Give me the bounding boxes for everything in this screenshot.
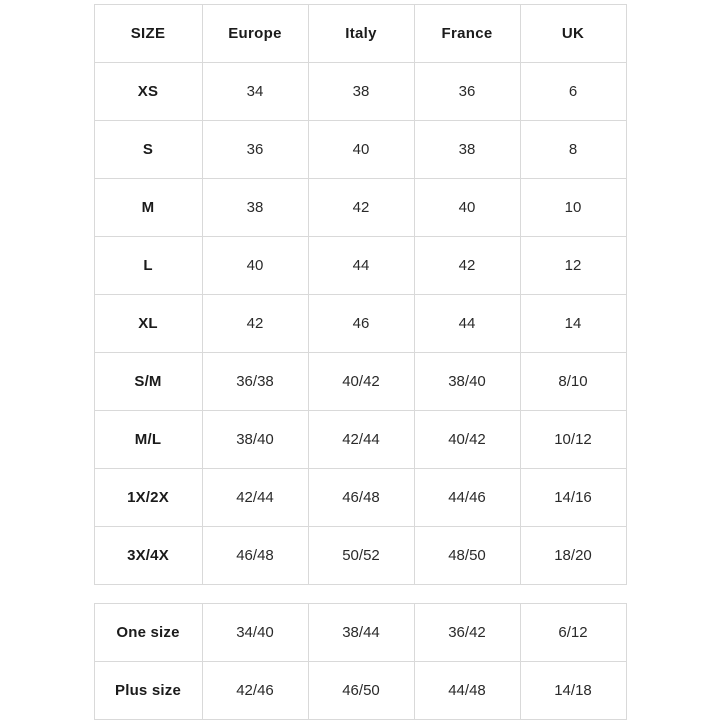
- row-label: M: [94, 179, 202, 237]
- table-header: [94, 5, 626, 63]
- cell-europe: 34: [202, 63, 308, 121]
- table-header-row: [94, 5, 626, 63]
- table-row: [94, 353, 626, 411]
- cell-france: 42: [414, 237, 520, 295]
- cell-france: 36: [414, 63, 520, 121]
- cell-uk: 14/16: [520, 469, 626, 527]
- cell-italy: 42: [308, 179, 414, 237]
- cell-europe: 38: [202, 179, 308, 237]
- column-header-europe: Europe: [202, 5, 308, 63]
- cell-italy: 46/48: [308, 469, 414, 527]
- cell-france: 38: [414, 121, 520, 179]
- table-row: [94, 411, 626, 469]
- table-row: [94, 469, 626, 527]
- cell-europe: 42: [202, 295, 308, 353]
- cell-europe: 46/48: [202, 527, 308, 585]
- cell-uk: 14/18: [520, 662, 626, 720]
- cell-europe: 36/38: [202, 353, 308, 411]
- cell-uk: 10: [520, 179, 626, 237]
- table-row: [94, 527, 626, 585]
- table-row: [94, 237, 626, 295]
- size-conversion-table: [94, 4, 627, 585]
- cell-europe: 34/40: [202, 604, 308, 662]
- cell-italy: 46/50: [308, 662, 414, 720]
- cell-france: 38/40: [414, 353, 520, 411]
- cell-italy: 38/44: [308, 604, 414, 662]
- row-label: 3X/4X: [94, 527, 202, 585]
- row-label: M/L: [94, 411, 202, 469]
- row-label: L: [94, 237, 202, 295]
- column-header-size: SIZE: [94, 5, 202, 63]
- cell-europe: 38/40: [202, 411, 308, 469]
- cell-france: 44/46: [414, 469, 520, 527]
- row-label: S: [94, 121, 202, 179]
- cell-italy: 46: [308, 295, 414, 353]
- cell-uk: 6: [520, 63, 626, 121]
- cell-uk: 8/10: [520, 353, 626, 411]
- table-row: [94, 604, 626, 662]
- cell-france: 44: [414, 295, 520, 353]
- row-label: XS: [94, 63, 202, 121]
- cell-italy: 50/52: [308, 527, 414, 585]
- row-label: S/M: [94, 353, 202, 411]
- column-header-france: France: [414, 5, 520, 63]
- cell-italy: 40/42: [308, 353, 414, 411]
- cell-europe: 42/44: [202, 469, 308, 527]
- table-row: [94, 179, 626, 237]
- cell-france: 36/42: [414, 604, 520, 662]
- column-header-uk: UK: [520, 5, 626, 63]
- cell-uk: 18/20: [520, 527, 626, 585]
- cell-uk: 14: [520, 295, 626, 353]
- table-body: [94, 604, 626, 720]
- row-label: 1X/2X: [94, 469, 202, 527]
- table-row: [94, 121, 626, 179]
- cell-france: 48/50: [414, 527, 520, 585]
- table-row: [94, 295, 626, 353]
- cell-france: 40/42: [414, 411, 520, 469]
- cell-italy: 44: [308, 237, 414, 295]
- cell-italy: 40: [308, 121, 414, 179]
- general-size-table: [94, 603, 627, 720]
- cell-france: 44/48: [414, 662, 520, 720]
- cell-europe: 42/46: [202, 662, 308, 720]
- table-row: [94, 662, 626, 720]
- cell-italy: 42/44: [308, 411, 414, 469]
- table-body: [94, 63, 626, 585]
- table-row: [94, 63, 626, 121]
- cell-uk: 10/12: [520, 411, 626, 469]
- cell-uk: 8: [520, 121, 626, 179]
- row-label: Plus size: [94, 662, 202, 720]
- cell-europe: 40: [202, 237, 308, 295]
- row-label: One size: [94, 604, 202, 662]
- cell-italy: 38: [308, 63, 414, 121]
- cell-france: 40: [414, 179, 520, 237]
- row-label: XL: [94, 295, 202, 353]
- cell-uk: 12: [520, 237, 626, 295]
- cell-uk: 6/12: [520, 604, 626, 662]
- column-header-italy: Italy: [308, 5, 414, 63]
- cell-europe: 36: [202, 121, 308, 179]
